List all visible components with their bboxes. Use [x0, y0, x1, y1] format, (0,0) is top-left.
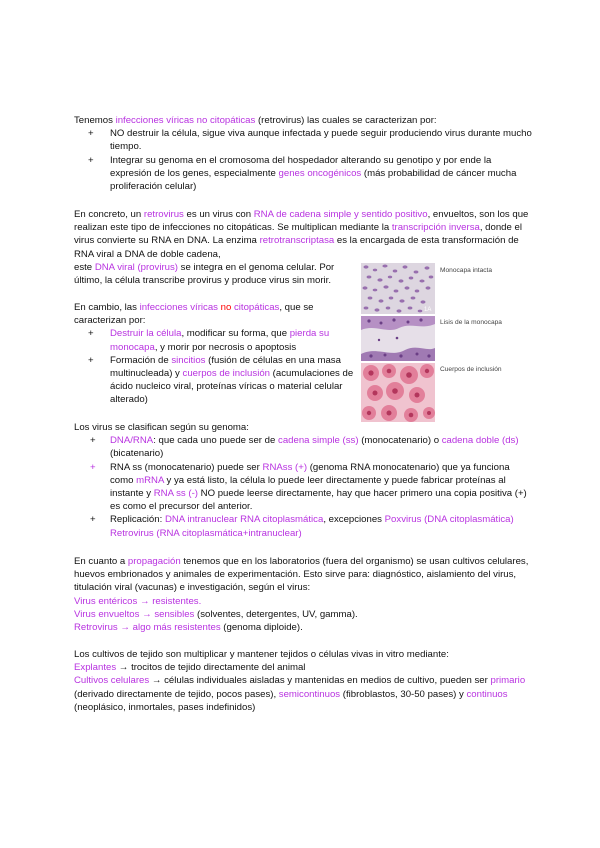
paragraph-intro: Tenemos infecciones víricas no citopáticas (retrovirus) las cuales se caracterizan por:: [74, 115, 437, 126]
paragraph-provirus: este DNA viral (provirus) se integra en el genoma celular. Por último, la célula transcribe provirus y produce virus sin morir.: [74, 262, 335, 287]
list-item: + RNA ss (monocatenario) puede ser RNAss (+) (genoma RNA monocatenario) que ya funciona como mRNA y ya está listo, la célula lo puede leer directamente y puede fabricar proteínas al instante y RNA ss (-) NO puede leerse directamente, hay que hacer primero una copia positiva (+) es como el precursor del anterior.: [90, 461, 527, 513]
paragraph-retrovirus: En concreto, un retrovirus es un virus con RNA de cadena simple y sentido positivo, envueltos, son los que realizan este tipo de infecciones no citopáticas. Se multiplican mediante la transcripción inversa, donde el virus convierte su RNA en DNA. La enzima retrotranscriptasa es la encargada de esta transformación de RNA viral a DNA de doble cadena,: [74, 209, 529, 260]
list-item: + Integrar su genoma en el cromosoma del hospedador alterando su genotipo y por ende la expresión de los genes, especialmente genes oncogénicos (más probabilidad de cáncer mucha proliferación celular): [88, 154, 517, 193]
list-item: + DNA/RNA: que cada uno puede ser de cadena simple (ss) (monocatenario) o cadena doble (ds) (bicatenario): [90, 435, 519, 460]
list-item: + Destruir la célula, modificar su forma, que pierda su monocapa, y morir por necrosis o apoptosis: [88, 328, 330, 353]
micrograph-intact-image: [361, 263, 435, 314]
micrograph-monolayer-lysis: [361, 316, 435, 361]
list-item: + NO destruir la célula, sigue viva aunque infectada y puede seguir produciendo virus durante mucho tiempo.: [88, 128, 532, 153]
paragraph-non-cytopathic: [74, 114, 532, 193]
paragraph-cytopathic: En cambio, las infecciones víricas no citopáticas, que se caracterizan por: + Destruir la célula, modificar su forma, que pierda su monocapa, y morir por necrosis o apoptosis + Formación de sincitios (fusión de células en una masa multinucleada) y cuerpos de inclusión (acumulaciones de ácido nucleico viral, proteínas víricas o material celular alterado): [74, 301, 356, 407]
bullet: +: [88, 128, 94, 140]
bullet: +: [90, 435, 96, 447]
bullet: +: [88, 354, 94, 366]
figure-caption: Cuerpos de inclusión: [440, 366, 502, 373]
bullet: +: [88, 328, 94, 340]
micrograph-lysis-image: [361, 316, 435, 361]
figure-caption: Monocapa intacta: [440, 267, 493, 274]
list-item: + Formación de sincitios (fusión de células en una masa multinucleada) y cuerpos de inclusión (acumulaciones de ácido nucleico viral, proteínas víricas o material celular alterado): [88, 354, 354, 406]
paragraph-propagation: En cuanto a propagación tenemos que en los laboratorios (fuera del organismo) se usan cultivos celulares, huevos embrionados y animales de experimentación. Esto sirve para: diagnóstico, aislamiento del virus, titulación viral (vacunas) e investigación, según el virus: Virus entéricos → resistentes. Virus envueltos → sensibles (solventes, detergentes, UV, gamma). Retrovirus → algo más resistentes (genoma diploide).: [74, 556, 529, 634]
micrograph-inclusion-bodies: [361, 363, 435, 422]
micrograph-intact-monolayer: [361, 263, 435, 314]
bullet: +: [88, 154, 94, 166]
list-item: + Replicación: DNA intranuclear RNA citoplasmática, excepciones Poxvirus (DNA citoplasmática) Retrovirus (RNA citoplasmática+intranuclear): [90, 514, 514, 539]
figure-panel-label: 1A: [424, 307, 432, 313]
paragraph-tissue-culture: Los cultivos de tejido son multiplicar y mantener tejidos o células vivas in vitro mediante: Explantes → trocitos de tejido directamente del animal Cultivos celulares → células individuales aisladas y mantenidas en medios de cultivo, pueden ser primario (derivado directamente de tejido, pocos pases), semicontinuos (fibroblastos, 30-50 pases) y continuos (neoplásico, inmortales, pases indefinidos): [74, 649, 526, 713]
bullet: +: [90, 514, 96, 526]
micrograph-inclusion-image: [361, 363, 435, 422]
paragraph-genome-classification: Los virus se clasifican según su genoma: + DNA/RNA: que cada uno puede ser de cadena simple (ss) (monocatenario) o cadena doble (ds) (bicatenario) + RNA ss (monocatenario) puede ser RNAss (+) (genoma RNA monocatenario) que ya funciona como mRNA y ya está listo, la célula lo puede leer directamente y puede fabricar proteínas al instante y RNA ss (-) NO puede leerse directamente, hay que hacer primero una copia positiva (+) es como el precursor del anterior. + Replicación: DNA intranuclear RNA citoplasmática, excepciones Poxvirus (DNA citoplasmática) Retrovirus (RNA citoplasmática+intranuclear): [74, 421, 532, 540]
bullet: +: [90, 461, 96, 473]
figure-caption: Lisis de la monocapa: [440, 319, 502, 326]
